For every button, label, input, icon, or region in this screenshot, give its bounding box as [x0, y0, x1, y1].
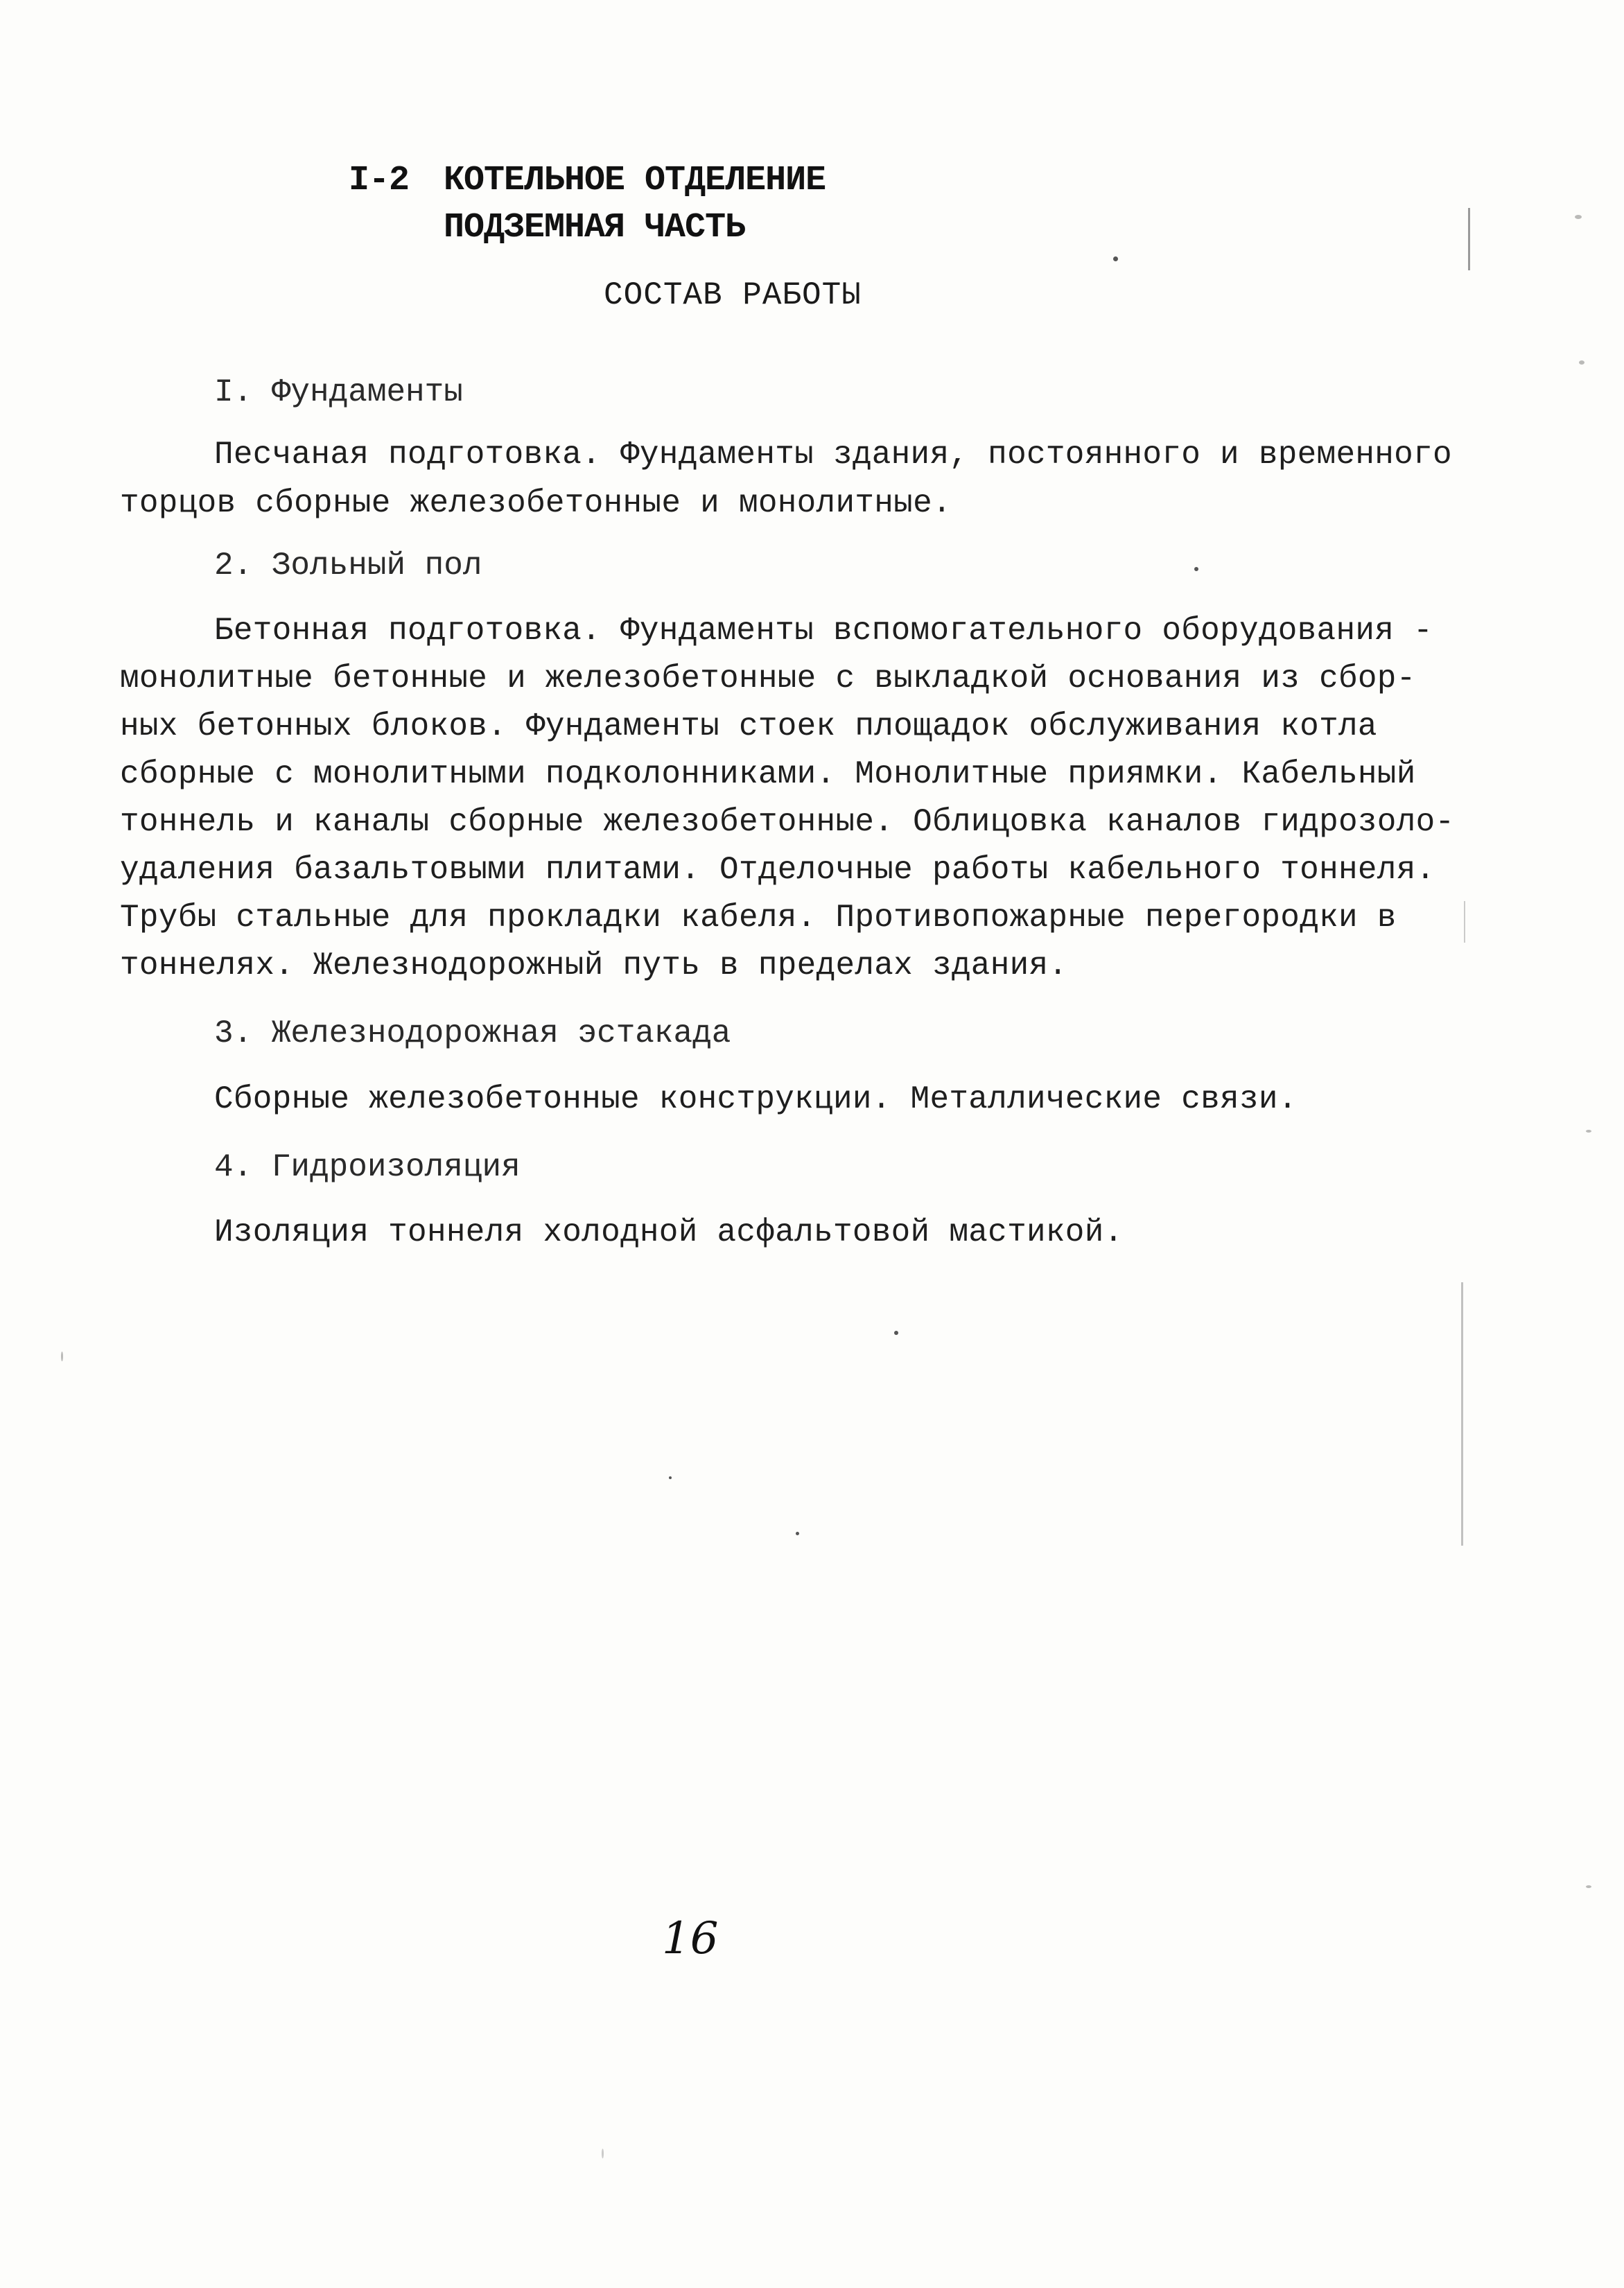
section-2-line-2: монолитные бетонные и железобетонные с выкладкой основания из сбор-	[120, 661, 1416, 697]
document-subtitle: СОСТАВ РАБОТЫ	[604, 277, 862, 313]
scan-speck	[796, 1532, 799, 1535]
section-heading-1: I. Фундаменты	[214, 374, 463, 410]
scan-edge-mark	[1468, 208, 1470, 270]
scan-speck	[1579, 360, 1584, 365]
scan-speck	[1575, 215, 1582, 219]
section-2-line-8: тоннелях. Железнодорожный путь в пределах здания.	[120, 947, 1068, 984]
scan-edge-mark	[1461, 1282, 1463, 1546]
scan-speck	[1586, 1130, 1591, 1133]
section-4-line-1: Изоляция тоннеля холодной асфальтовой мастикой.	[214, 1214, 1124, 1250]
section-2-line-1: Бетонная подготовка. Фундаменты вспомогательного оборудования -	[214, 613, 1433, 649]
page-title: КОТЕЛЬНОЕ ОТДЕЛЕНИЕ	[444, 161, 826, 200]
page-title-line2: ПОДЗЕМНАЯ ЧАСТЬ	[444, 208, 746, 247]
scan-speck	[1586, 1885, 1591, 1888]
section-1-line-1: Песчаная подготовка. Фундаменты здания, постоянного и временного	[214, 437, 1452, 473]
scan-speck	[894, 1331, 898, 1335]
section-2-line-7: Трубы стальные для прокладки кабеля. Противопожарные перегородки в	[120, 900, 1397, 936]
section-heading-2: 2. Зольный пол	[214, 548, 482, 584]
scan-speck	[1113, 256, 1118, 261]
section-heading-4: 4. Гидроизоляция	[214, 1149, 521, 1185]
section-1-line-2: торцов сборные железобетонные и монолитные.	[120, 485, 952, 521]
section-2-line-6: удаления базальтовыми плитами. Отделочные работы кабельного тоннеля.	[120, 852, 1435, 888]
scan-speck	[1194, 567, 1198, 571]
section-2-line-5: тоннель и каналы сборные железобетонные. Облицовка каналов гидрозоло-	[120, 804, 1455, 840]
section-2-line-4: сборные с монолитными подколонниками. Монолитные приямки. Кабельный	[120, 756, 1416, 792]
section-3-line-1: Сборные железобетонные конструкции. Металлические связи.	[214, 1081, 1298, 1117]
page-number: 16	[662, 1913, 719, 1964]
scan-speck	[669, 1476, 672, 1479]
section-code: I-2	[349, 161, 410, 200]
scan-edge-mark	[1464, 901, 1465, 943]
section-heading-3: 3. Железнодорожная эстакада	[214, 1015, 731, 1051]
section-2-line-3: ных бетонных блоков. Фундаменты стоек площадок обслуживания котла	[120, 708, 1377, 744]
scan-speck	[61, 1352, 63, 1361]
scan-speck	[602, 2149, 604, 2158]
